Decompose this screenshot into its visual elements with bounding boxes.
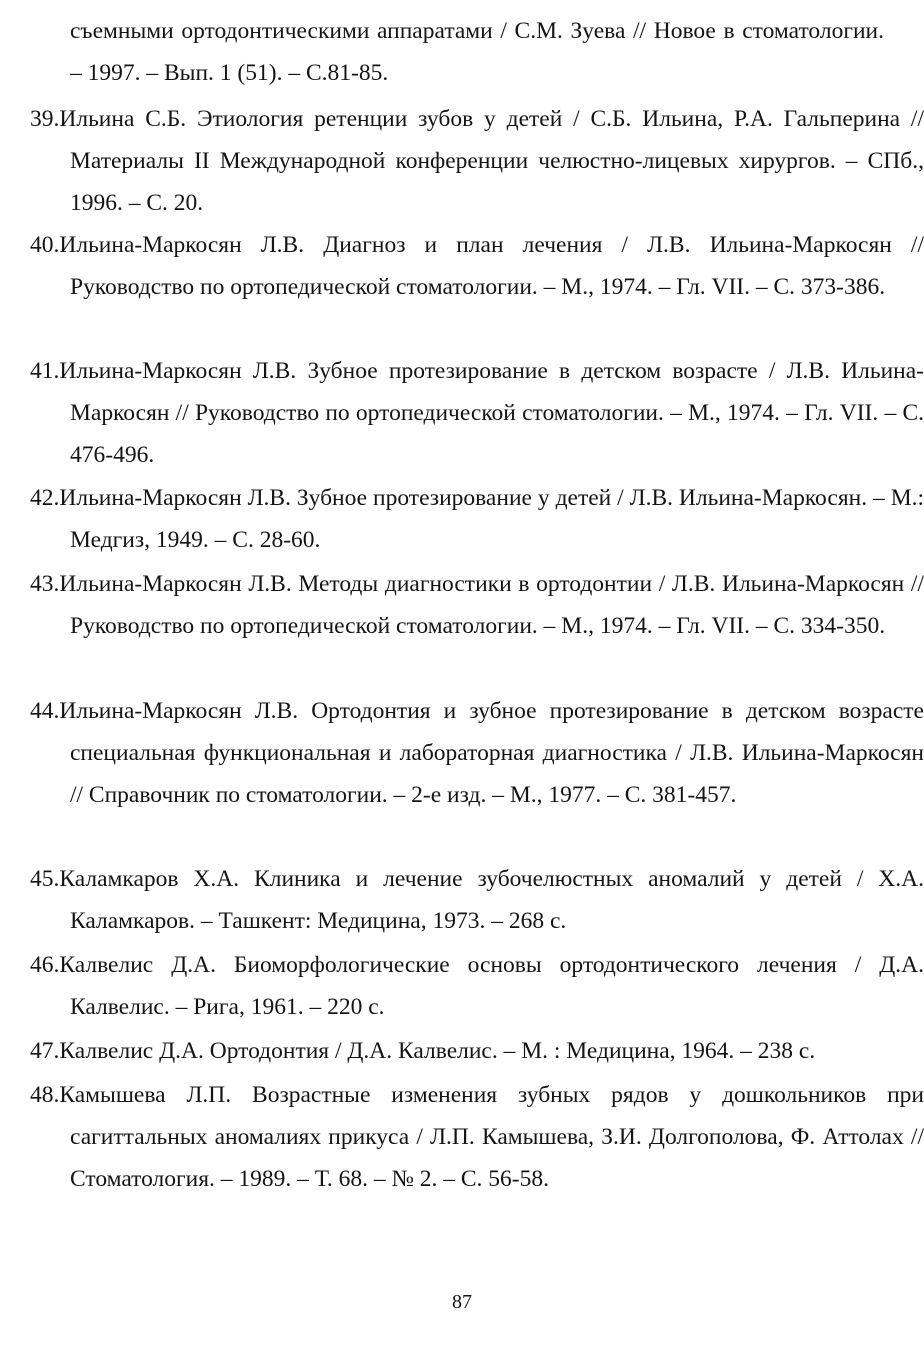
- reference-item-43: [30, 563, 924, 647]
- reference-item-41: [30, 350, 924, 476]
- page-number: 87: [452, 1291, 472, 1313]
- reference-text: Калвелис Д.А. Ортодонтия / Д.А. Калвелис. – М. : Медицина, 1964. – 238 с.: [59, 1038, 816, 1064]
- reference-text: Ильина-Маркосян Л.В. Зубное протезирование у детей / Л.В. Ильина-Маркосян. – М.: Медгиз, 1949. – С. 28-60.: [59, 485, 924, 553]
- reference-item-47: [30, 1030, 924, 1072]
- reference-item-45: [30, 858, 924, 942]
- reference-number: 40.: [30, 232, 60, 258]
- reference-text: Каламкаров Х.А. Клиника и лечение зубочелюстных аномалий у детей / Х.А. Каламкаров. – Ташкент: Медицина, 1973. – 268 с.: [59, 866, 924, 934]
- reference-number: 39.: [30, 106, 60, 132]
- reference-fragment: [70, 10, 884, 94]
- reference-number: 43.: [30, 571, 60, 597]
- reference-item-39: [30, 98, 924, 224]
- reference-text: Ильина-Маркосян Л.В. Зубное протезирование в детском возрасте / Л.В. Ильина-Маркосян // Руководство по ортопедической стоматологии. – М., 1974. – Гл. VII. – С. 476-496.: [59, 358, 924, 468]
- reference-item-48: [30, 1074, 924, 1200]
- reference-number: 47.: [30, 1038, 60, 1064]
- reference-text: Ильина-Маркосян Л.В. Методы диагностики в ортодонтии / Л.В. Ильина-Маркосян // Руководство по ортопедической стоматологии. – М., 1974. – Гл. VII. – С. 334-350.: [59, 571, 924, 639]
- reference-text: Камышева Л.П. Возрастные изменения зубных рядов у дошкольников при сагиттальных аномалиях прикуса / Л.П. Камышева, З.И. Долгополова, Ф. Аттолах // Стоматология. – 1989. – Т. 68. – № 2. – С. 56-58.: [59, 1082, 924, 1192]
- reference-text: Калвелис Д.А. Биоморфологические основы ортодонтического лечения / Д.А. Калвелис. – Рига, 1961. – 220 с.: [59, 952, 924, 1020]
- reference-item-44: [30, 690, 924, 816]
- reference-item-42: [30, 477, 924, 561]
- reference-text: съемными ортодонтическими аппаратами / С.М. Зуева // Новое в стоматологии. – 1997. – Вып. 1 (51). – С.81-85.: [70, 18, 884, 86]
- reference-text: Ильина-Маркосян Л.В. Диагноз и план лечения / Л.В. Ильина-Маркосян // Руководство по ортопедической стоматологии. – М., 1974. – Гл. VII. – С. 373-386.: [59, 232, 924, 300]
- reference-item-46: [30, 944, 924, 1028]
- reference-text: Ильина С.Б. Этиология ретенции зубов у детей / С.Б. Ильина, Р.А. Гальперина // Материалы II Международной конференции челюстно-лицевых хирургов. – СПб., 1996. – С. 20.: [59, 106, 924, 216]
- reference-number: 44.: [30, 698, 60, 724]
- reference-item-40: [30, 224, 924, 308]
- reference-number: 42.: [30, 485, 60, 511]
- reference-number: 46.: [30, 952, 60, 978]
- reference-number: 48.: [30, 1082, 60, 1108]
- reference-number: 45.: [30, 866, 60, 892]
- reference-text: Ильина-Маркосян Л.В. Ортодонтия и зубное протезирование в детском возрасте специальная функциональная и лабораторная диагностика / Л.В. Ильина-Маркосян // Справочник по стоматологии. – 2-е изд. – М., 1977. – С. 381-457.: [59, 698, 924, 808]
- reference-number: 41.: [30, 358, 60, 384]
